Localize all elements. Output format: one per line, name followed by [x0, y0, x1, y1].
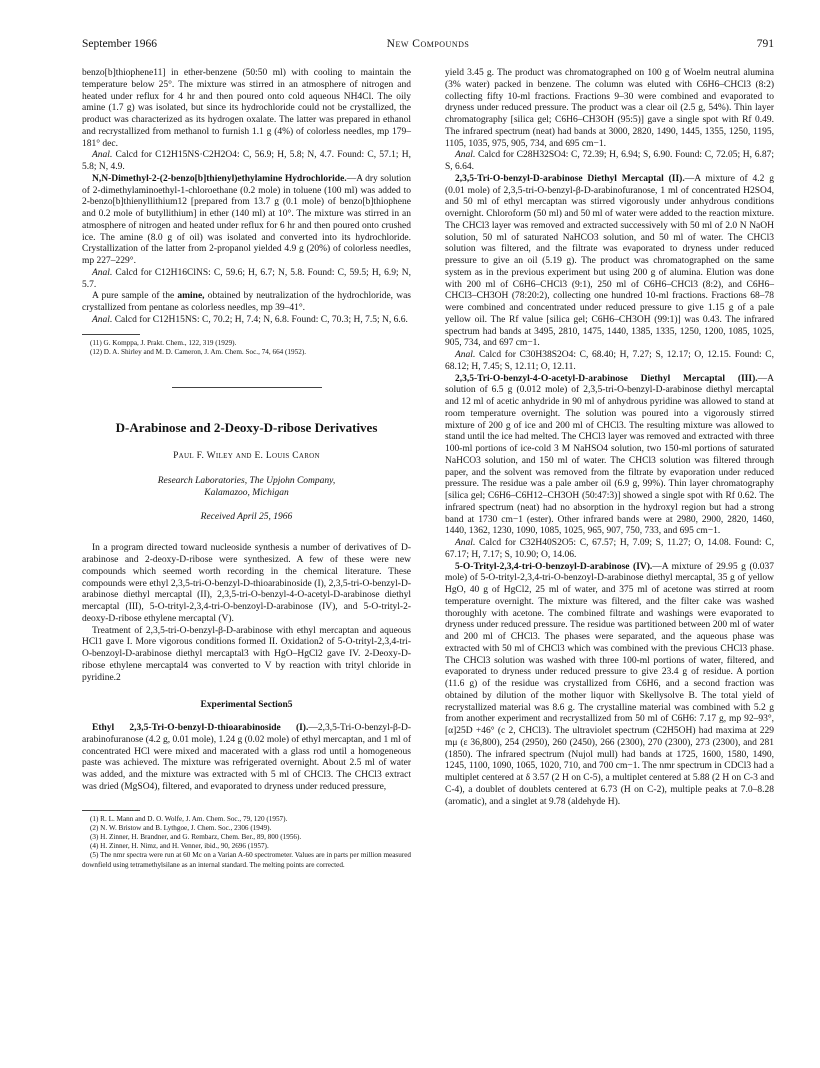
- anal-label: Anal.: [92, 314, 113, 325]
- anal-label: Anal.: [455, 150, 476, 161]
- compound-I-paragraph: [82, 723, 411, 794]
- header-journal-section: New Compounds: [386, 38, 470, 50]
- continued-paragraph: yield 3.45 g. The product was chromatographed on 100 g of Woelm neutral alumina (3% water) packed in benzene. The column was eluted with C6H6–CHCl3 (8:2) collecting fifty 10-ml fractions. Fractions 9–30 were combined and evaporated to dryness under reduced pressure. The product was a clear oil (2.5 g, 54%). Thin layer chromatography [silica gel; C6H6–CH3OH (95:5)] gave a single spot with Rf 0.49. The infrared spectrum (neat) had bands at 3000, 2820, 1490, 1445, 1355, 1250, 1195, 1105, 1035, 975, 905, 734, and 695 cm−1.: [445, 68, 774, 149]
- footnote: (2) N. W. Bristow and B. Lythgoe, J. Chem. Soc., 2306 (1949).: [90, 823, 272, 832]
- anal-text: Calcd for C28H32SO4: C, 72.39; H, 6.94; S, 6.90. Found: C, 72.05; H, 6.87; S, 6.64.: [445, 150, 774, 172]
- anal-text: Calcd for C12H16ClNS: C, 59.6; H, 6.7; N, 5.8. Found: C, 59.5; H, 6.9; N, 5.7.: [82, 267, 411, 290]
- footnote-rule: [82, 334, 140, 335]
- analysis-II: [445, 350, 774, 374]
- anal-text: Calcd for C32H40S2O5: C, 67.57; H, 7.09; S, 11.27; O, 14.08. Found: C, 67.17; H, 7.17; S, 10.90; O, 14.06.: [445, 538, 774, 560]
- footnote: (1) R. L. Mann and D. O. Wolfe, J. Am. Chem. Soc., 79, 120 (1957).: [90, 814, 288, 823]
- right-column: [445, 68, 774, 808]
- article-title: D-Arabinose and 2-Deoxy-D-ribose Derivatives: [115, 419, 378, 435]
- compound-IV-paragraph: [445, 562, 774, 809]
- intro-paragraph: Treatment of 2,3,5-tri-O-benzyl-β-D-arabinose with ethyl mercaptan and aqueous HCl1 gave I. More vigorous conditions formed II. Oxidation2 of 5-O-trityl-2,3,4-tri-O-benzoyl-D-arabinose diethyl mercaptal3 with HgO–HgCl2 gave IV. 2-Deoxy-D-ribose ethylene mercaptal4 was converted to V by reaction with trityl chloride in pyridine.2: [82, 625, 411, 683]
- compound-text: —2,3,5-Tri-O-benzyl-β-D-arabinofuranose (4.2 g, 0.01 mole), 1.24 g (0.02 mole) of ethyl mercaptan, and 1 ml of concentrated HCl were mixed and macerated with a glass rod until a homogeneous paste was achieved. The mixture was refrigerated overnight. About 2.5 ml of water was added, and the mixture was extracted with 5 ml of CHCl3. The CHCl3 extract was dried (MgSO4), filtered, and evaporated to dryness under reduced pressure,: [82, 723, 411, 792]
- analysis-III: [445, 538, 774, 562]
- anal-text: Calcd for C12H15NS: C, 70.2; H, 7.4; N, 6.8. Found: C, 70.3; H, 7.5; N, 6.6.: [112, 314, 408, 325]
- continued-paragraph: benzo[b]thiophene11] in ether-benzene (50:50 ml) with cooling to maintain the temperature below 25°. The mixture was stirred in an atmosphere of nitrogen and heated under reflux for 4 hr and then poured onto cold aqueous NH4Cl. The oily amine (1.7 g) was isolated, but since its hydrochloride could not be crystallized, the product was characterized as its hydrogen oxalate. The latter was prepared in ethanol and recrystallized from methanol to furnish 1.1 g (4%) of colorless needles, mp 179–181° dec.: [82, 68, 411, 149]
- anal-label: Anal.: [92, 267, 113, 278]
- received-date: Received April 25, 1966: [200, 511, 293, 522]
- anal-label: Anal.: [92, 150, 113, 161]
- article-authors: Paul F. Wiley and E. Louis Caron: [173, 450, 320, 461]
- analysis-I: [445, 150, 774, 174]
- footnote: (5) The nmr spectra were run at 60 Mc on a Varian A-60 spectrometer. Values are in parts per million measured downfield using tetramethylsilane as an internal standard. The melting points are corrected.: [82, 851, 411, 869]
- anal-text: Calcd for C12H15NS·C2H2O4: C, 56.9; H, 5.8; N, 4.7. Found: C, 57.1; H, 5.8; N, 4.9.: [82, 150, 411, 172]
- amine-bold: amine,: [177, 291, 205, 302]
- compound-title: 2,3,5-Tri-O-benzyl-D-arabinose Diethyl Mercaptal (II).: [455, 173, 685, 184]
- anal-label: Anal.: [455, 350, 476, 360]
- compound-text: —A solution of 6.5 g (0.012 mole) of 2,3,5-tri-O-benzyl-D-arabinose diethyl mercaptal and 12 ml of acetic anhydride in 90 ml of anhydrous pyridine was allowed to stand at room temperature overnight. The solution was poured into a vigorously stirred mixture of 200 g of ice and 200 ml of CHCl3. The resulting mixture was allowed to stand until the ice had melted. The CHCl3 layer was removed and extracted with three 100-ml portions of ice-cold 3 M NaHSO4 solution, two 150-ml portions of saturated NaHCO3 solution, and 150 ml of water. The CHCl3 solution was filtered through paper, and the solvent was removed from the filtrate by evaporation under reduced pressure. The residue was a pale amber oil (6.9 g, 99%). Thin layer chromatography [silica gel; C6H6–C6H12–CH3OH (50:47:3)] showed a single spot with Rf 0.62. The infrared spectrum (neat) had no absorption in the hydroxyl region but had a strong band at 1730 cm−1 (ester). Other infrared bands were at 2980, 2900, 2820, 1460, 1440, 1362, 1230, 1090, 1085, 1025, 965, 907, 750, 733, and 695 cm−1.: [445, 373, 774, 537]
- footnote-rule: [82, 810, 140, 811]
- footnote: (11) G. Komppa, J. Prakt. Chem., 122, 319 (1929).: [90, 338, 237, 347]
- amine-paragraph: [82, 291, 411, 315]
- amine-pre: A pure sample of the: [92, 291, 178, 302]
- compound-text: —A mixture of 29.95 g (0.037 mole) of 5-O-trityl-2,3,4-tri-O-benzoyl-D-arabinose diethyl mercaptal, 35 g of yellow HgO, 40 g of HgCl2, 25 ml of water, and 375 ml of acetone was stirred at room temperature overnight. The mixture was filtered, and the filter cake was washed thoroughly with acetone. The combined filtrate and washings were evaporated to dryness under reduced pressure. The residue was partitioned between 200 ml of water and 200 ml of CHCl3. The phases were separated, and the aqueous phase was extracted with 50 ml of CHCl3 which was combined with the previous CHCl3 phase. The CHCl3 solution was washed with three 100-ml portions of water, filtered, and evaporated to dryness under reduced pressure to give 23.4 g of residue. A portion (11.6 g) of the residue was crystallized from C6H6, and a second fraction was obtained by dilution of the mother liquor with Skellysolve B. The total yield of recrystallized material was 8.6 g. The crystalline material was combined with 5.2 g from another experiment and recrystallized from 50 ml of C6H6: 7.17 g, mp 92–93°, [α]25D +46° (c 2, CHCl3). The ultraviolet spectrum (C2H5OH) had maxima at 229 mμ (ε 36,800), 254 (2950), 260 (2450), 266 (2300), 270 (2300), 273 (2300), and 281 (1850). The infrared spectrum (Nujol mull) had bands at 1725, 1600, 1580, 1490, 1245, 1100, 1090, 1065, 1020, 710, and 700 cm−1. The nmr spectrum in CDCl3 had a multiplet centered at δ 3.57 (2 H on C-5), a multiplet centered at 5.88 (2 H on C-3 and C-4), a doublet of doublets centered at 6.73 (H on C-2), multiple peaks at 7.0–8.28 (aromatic), and a singlet at 9.78 (aldehyde H).: [445, 561, 774, 807]
- affiliation-line: Kalamazoo, Michigan: [204, 487, 289, 498]
- analysis-1: [82, 150, 411, 174]
- intro-paragraph: In a program directed toward nucleoside synthesis a number of derivatives of D-arabinose and 2-deoxy-D-ribose were synthesized. A few of these were new compounds which seemed worth recording in the chemical literature. These compounds were ethyl 2,3,5-tri-O-benzyl-D-thioarabinoside (I), 2,3,5-tri-O-benzyl-D-arabinose diethyl mercaptal (II), 2,3,5-tri-O-benzyl-4-O-acetyl-D-arabinose diethyl mercaptal (III), 5-O-trityl-2,3,4-tri-O-benzoyl-D-arabinose (IV), and 5-O-trityl-2-deoxy-D-ribose ethylene mercaptal (V).: [82, 543, 411, 624]
- compound-title: 5-O-Trityl-2,3,4-tri-O-benzoyl-D-arabinose (IV).: [455, 561, 653, 572]
- footnote: (12) D. A. Shirley and M. D. Cameron, J. Am. Chem. Soc., 74, 664 (1952).: [90, 347, 307, 356]
- running-header: [82, 38, 774, 54]
- analysis-2: [82, 268, 411, 292]
- header-date: September 1966: [82, 38, 158, 50]
- compound-title: N,N-Dimethyl-2-(2-benzo[b]thienyl)ethylamine Hydrochloride.: [92, 173, 347, 184]
- left-column: [82, 68, 411, 870]
- compound-text: —A dry solution of 2-dimethylaminoethyl-1-chloroethane (0.2 mole) in toluene (100 ml) was added to 2-benzo[b]thienyllithium12 [prepared from 13.7 g (0.1 mole) of benzo[b]thiophene and 0.2 mole of butyllithium] in ether (140 ml) at 10°. The mixture was stirred in an atmosphere of nitrogen and heated under reflux for 6 hr and then poured onto crushed ice. The amine (8.0 g of oil) was isolated and converted into its hydrochloride. Crystallization of the latter from 2-propanol yielded 4.9 g (20%) of colorless needles, mp 227–229°.: [82, 173, 412, 266]
- amine-post: obtained by neutralization of the hydrochloride, was crystallized from pentane as colorless needles, mp 39–41°.: [82, 291, 411, 313]
- affiliation: [82, 475, 411, 499]
- compound-II-paragraph: [445, 174, 774, 350]
- footnote: (3) H. Zinner, H. Brandner, and G. Rembarz, Chem. Ber., 89, 800 (1956).: [90, 833, 302, 842]
- article-separator: [172, 387, 322, 388]
- anal-text: Calcd for C30H38S2O4: C, 68.40; H, 7.27; S, 12.17; O, 12.15. Found: C, 68.12; H, 7.45; S, 12.11; O, 12.11.: [445, 350, 774, 372]
- compound-III-paragraph: [445, 374, 774, 539]
- affiliation-line: Research Laboratories, The Upjohn Company,: [157, 475, 336, 486]
- compound-hydrochloride-paragraph: [82, 174, 411, 268]
- section-heading: Experimental Section5: [200, 700, 293, 711]
- header-page-number: 791: [756, 38, 774, 50]
- compound-text: —A mixture of 4.2 g (0.01 mole) of 2,3,5-tri-O-benzyl-β-D-arabinofuranose, 1 ml of concentrated H2SO4, and 50 ml of ethyl mercaptan was stirred vigorously under anhydrous conditions overnight. Chloroform (50 ml) and 50 ml of water were added to the reaction mixture. The CHCl3 layer was removed and extracted successively with 50 ml of 2.0 N NaOH solution, 50 ml of saturated NaHCO3 solution, and 50 ml of water. The CHCl3 solution was filtered, and the filtrate was evaporated to dryness under reduced pressure to give an oil (5.19 g). The product was chromatographed on the same system as in the previous experiment but using 200 g of alumina. Elution was done with 200 ml of C6H6–CHCl3 (9:1), 250 ml of C6H6–CHCl3 (8:2), and C6H6–CHCl3–CH3OH (78:20:2), collecting one hundred 10-ml fractions. Fractions 68–78 were combined and concentrated under reduced pressure to give 1.15 g of a pale yellow oil. The Rf value [silica gel; C6H6–CH3OH (99:1)] was 0.43. The infrared spectrum had bands at 3495, 2810, 1475, 1440, 1385, 1335, 1250, 1200, 1085, 1025, 905, 734, and 697 cm−1.: [445, 173, 774, 349]
- analysis-3: [82, 315, 411, 327]
- footnote: (4) H. Zinner, H. Nimz, and H. Venner, ibid., 90, 2696 (1957).: [90, 842, 269, 851]
- anal-label: Anal.: [455, 538, 476, 548]
- compound-title: Ethyl 2,3,5-Tri-O-benzyl-D-thioarabinoside (I).: [92, 723, 309, 734]
- compound-title: 2,3,5-Tri-O-benzyl-4-O-acetyl-D-arabinose Diethyl Mercaptal (III).: [455, 373, 758, 384]
